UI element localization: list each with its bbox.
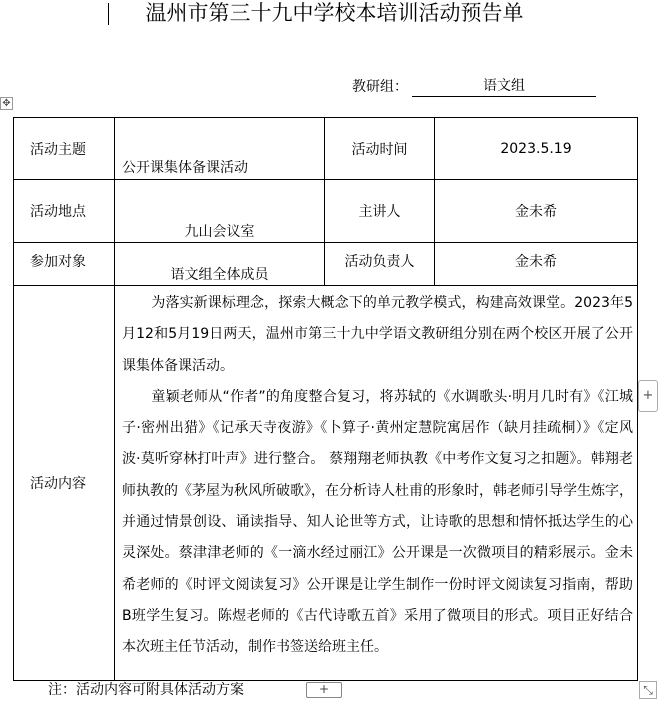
place-value-cell[interactable] (115, 180, 325, 243)
table-row (14, 118, 638, 180)
audience-label: 参加对象 (30, 254, 86, 270)
time-label: 活动时间 (351, 141, 408, 158)
audience-value-cell[interactable] (115, 243, 325, 286)
owner-value-cell[interactable] (435, 243, 638, 286)
teaching-group-row (352, 76, 596, 97)
place-value: 九山会议室 (184, 224, 255, 240)
content-label-cell (14, 286, 115, 681)
time-value-cell[interactable] (435, 118, 638, 180)
theme-value: 公开课集体备课活动 (122, 160, 248, 176)
time-value: 2023.5.19 (500, 140, 572, 157)
speaker-value: 金未希 (515, 204, 557, 220)
table-row (14, 180, 638, 243)
table-row (14, 243, 638, 286)
content-paragraph-2: 童颖老师从“作者”的角度整合复习，将苏轼的《水调歌头·明月几时有》《江城子·密州出猎》《记承天寺夜游》《卜算子·黄州定慧院寓居作（缺月挂疏桐）》《定风波·莫听穿林打叶声》进行整合。 蔡翔翔老师执教《中考作文复习之扣题》。韩翔老师执教的《茅屋为秋风所破歌》，在分析诗人杜甫的形象时，韩老师引导学生炼字，并通过情景创设、诵读指导、知人论世等方式，让诗歌的思想和情怀抵达学生的心灵深处。蔡津津老师的《一滴水经过丽江》公开课是一次微项目的精彩展示。金未希老师的《时评文阅读复习》公开课是让学生制作一份时评文阅读复习指南，帮助B班学生复习。陈煜老师的《古代诗歌五首》采用了微项目的形式。项目正好结合本次班主任节活动，制作书签送给班主任。 (122, 388, 633, 656)
table-row (14, 286, 638, 681)
theme-label-cell (14, 118, 115, 180)
place-label-cell (14, 180, 115, 243)
owner-label: 活动负责人 (344, 254, 415, 270)
content-value-cell[interactable] (115, 286, 638, 681)
audience-label-cell (14, 243, 115, 286)
teaching-group-value[interactable]: 语文组 (412, 76, 596, 97)
speaker-value-cell[interactable] (435, 180, 638, 243)
place-label: 活动地点 (30, 204, 86, 220)
content-paragraph-1: 为落实新课标理念，探索大概念下的单元教学模式，构建高效课堂。2023年5月12和5月19日两天，温州市第三十九中学语文教研组分别在两个校区开展了公开课集体备课活动。 (122, 295, 633, 374)
theme-value-cell[interactable] (115, 118, 325, 180)
resize-diagonal-icon[interactable]: ⤡ (639, 681, 657, 699)
teaching-group-label: 教研组： (352, 79, 408, 95)
footer-note: 注：活动内容可附具体活动方案 (48, 682, 244, 698)
add-row-plus-icon[interactable]: + (306, 682, 342, 698)
page-title: 温州市第三十九中学校本培训活动预告单 (145, 1, 524, 25)
owner-value: 金未希 (515, 254, 557, 270)
audience-value: 语文组全体成员 (170, 267, 269, 283)
owner-label-cell (325, 243, 435, 286)
content-label: 活动内容 (30, 476, 86, 492)
add-column-plus-icon[interactable]: + (638, 380, 658, 412)
text-cursor (108, 3, 109, 25)
move-arrows-icon[interactable]: ✥ (0, 97, 13, 110)
time-label-cell (325, 118, 435, 180)
speaker-label-cell (325, 180, 435, 243)
theme-label: 活动主题 (30, 141, 86, 158)
activity-table (13, 117, 638, 681)
speaker-label: 主讲人 (358, 204, 401, 220)
